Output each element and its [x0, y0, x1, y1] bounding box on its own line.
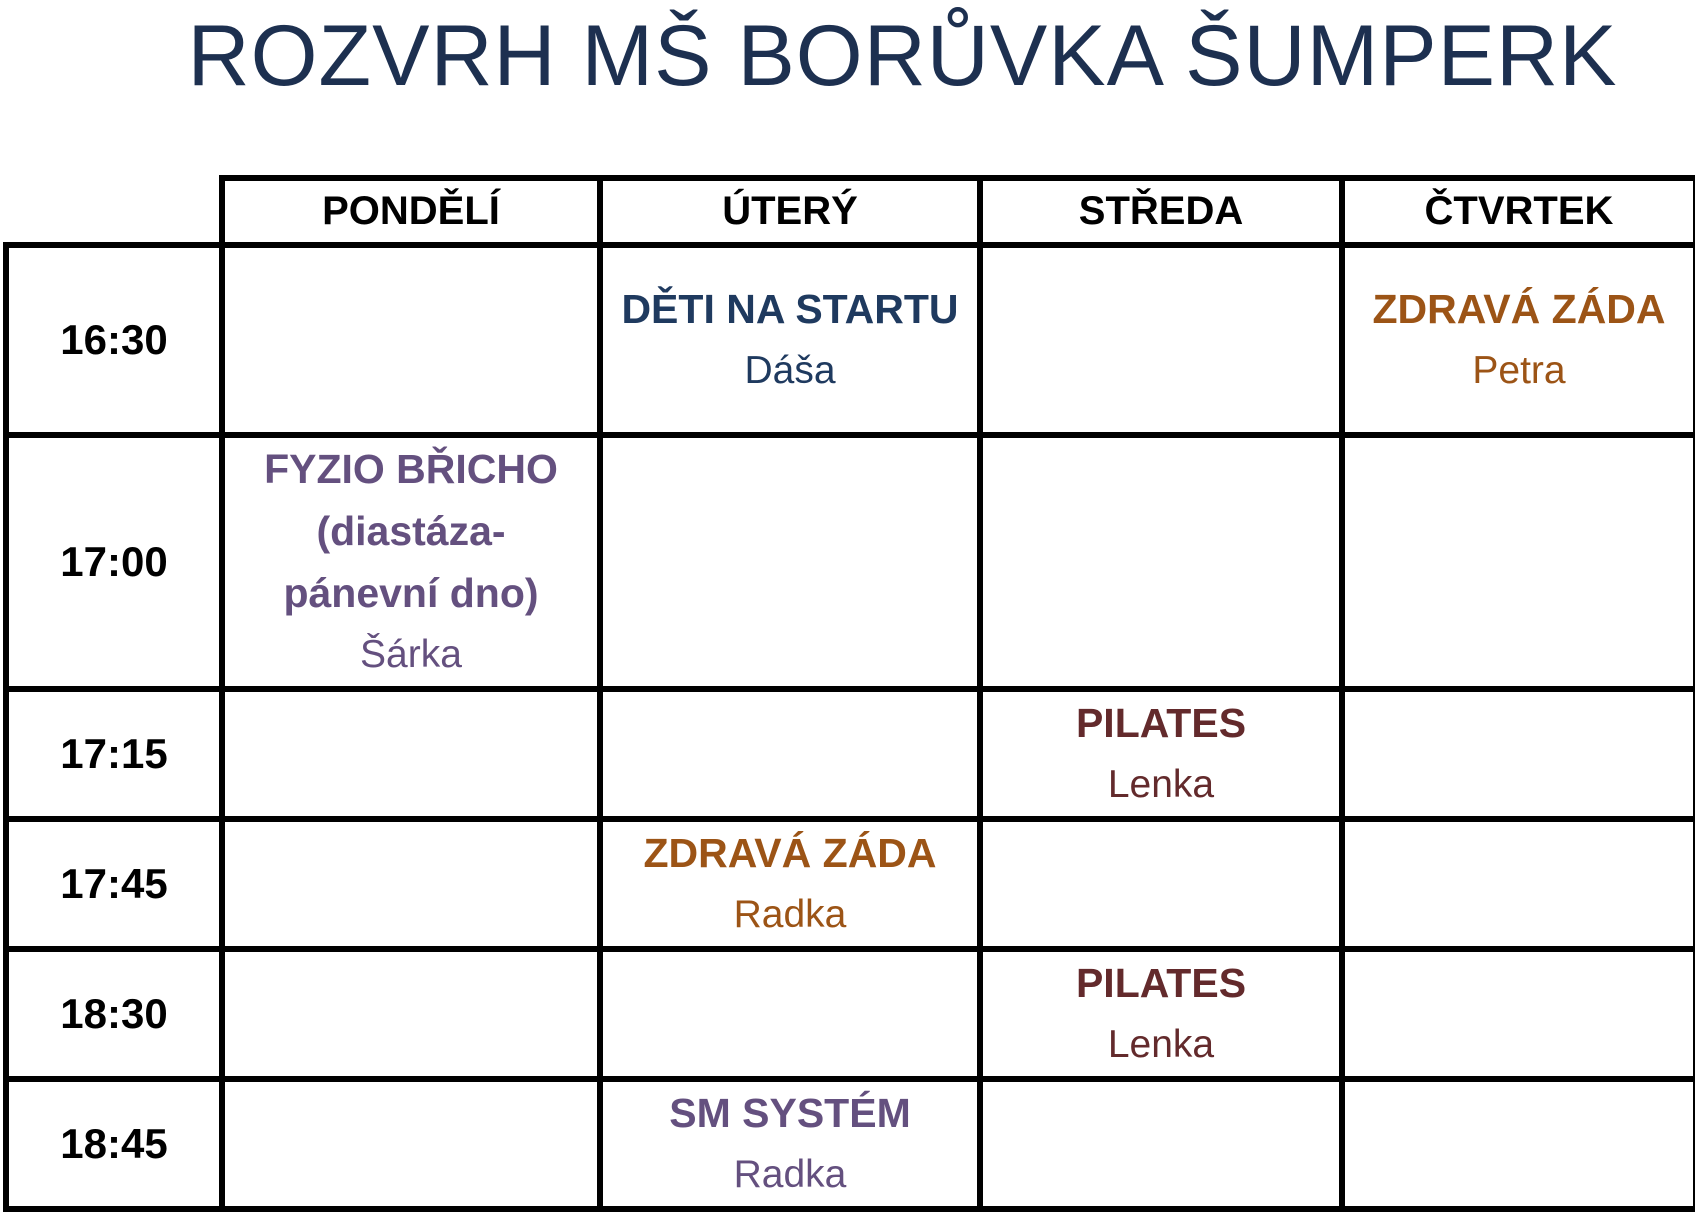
day-header-thursday: ČTVRTEK — [1342, 178, 1695, 245]
instructor-name: Dáša — [744, 349, 836, 392]
table-row — [6, 245, 1695, 435]
schedule-cell-empty — [222, 1079, 600, 1209]
instructor-name: Lenka — [1107, 763, 1215, 806]
schedule-cell-empty — [222, 689, 600, 819]
day-header-monday: PONDĚLÍ — [222, 178, 600, 245]
schedule-cell-empty — [980, 245, 1342, 435]
schedule-cell-empty — [600, 949, 980, 1079]
schedule-cell — [980, 949, 1342, 1079]
day-header-tuesday: ÚTERÝ — [600, 178, 980, 245]
schedule-cell-empty — [222, 245, 600, 435]
schedule-cell-empty — [1342, 1079, 1695, 1209]
time-cell: 17:00 — [6, 435, 222, 689]
schedule-table — [3, 175, 1695, 1212]
schedule-cell — [600, 245, 980, 435]
time-cell: 16:30 — [6, 245, 222, 435]
schedule-cell-empty — [1342, 949, 1695, 1079]
schedule-cell-empty — [980, 435, 1342, 689]
table-row — [6, 435, 1695, 689]
activity-name-line: FYZIO BŘICHO — [264, 446, 558, 492]
time-cell: 17:45 — [6, 819, 222, 949]
instructor-name: Petra — [1472, 349, 1566, 392]
instructor-name: Radka — [733, 1153, 847, 1196]
schedule-cell-empty — [600, 435, 980, 689]
table-row — [6, 689, 1695, 819]
activity-name-line: pánevní dno) — [283, 570, 539, 616]
instructor-name: Lenka — [1107, 1023, 1215, 1066]
activity-name: ZDRAVÁ ZÁDA — [643, 830, 937, 876]
schedule-cell-empty — [1342, 435, 1695, 689]
schedule-cell — [600, 1079, 980, 1209]
activity-name: PILATES — [1075, 960, 1247, 1006]
instructor-name: Šárka — [360, 633, 462, 676]
schedule-cell-empty — [980, 819, 1342, 949]
schedule-cell — [222, 435, 600, 689]
schedule-cell-empty — [222, 949, 600, 1079]
corner-cell — [6, 178, 222, 245]
schedule-cell-empty — [1342, 689, 1695, 819]
schedule-cell — [1342, 245, 1695, 435]
activity-name: DĚTI NA STARTU — [621, 286, 959, 332]
instructor-name: Radka — [733, 893, 847, 936]
time-cell: 18:45 — [6, 1079, 222, 1209]
table-row — [6, 1079, 1695, 1209]
schedule-cell — [600, 819, 980, 949]
schedule-cell-empty — [1342, 819, 1695, 949]
page-title: ROZVRH MŠ BORŮVKA ŠUMPERK — [187, 8, 1618, 104]
table-row — [6, 949, 1695, 1079]
activity-name: ZDRAVÁ ZÁDA — [1372, 286, 1666, 332]
header-row — [6, 178, 1695, 245]
schedule-cell-empty — [980, 1079, 1342, 1209]
time-cell: 17:15 — [6, 689, 222, 819]
schedule-cell-empty — [600, 689, 980, 819]
activity-name-line: (diastáza- — [316, 508, 506, 554]
day-header-wednesday: STŘEDA — [980, 178, 1342, 245]
time-cell: 18:30 — [6, 949, 222, 1079]
activity-name: SM SYSTÉM — [669, 1090, 911, 1136]
schedule-cell — [980, 689, 1342, 819]
schedule-cell-empty — [222, 819, 600, 949]
activity-name: PILATES — [1075, 700, 1247, 746]
table-row — [6, 819, 1695, 949]
